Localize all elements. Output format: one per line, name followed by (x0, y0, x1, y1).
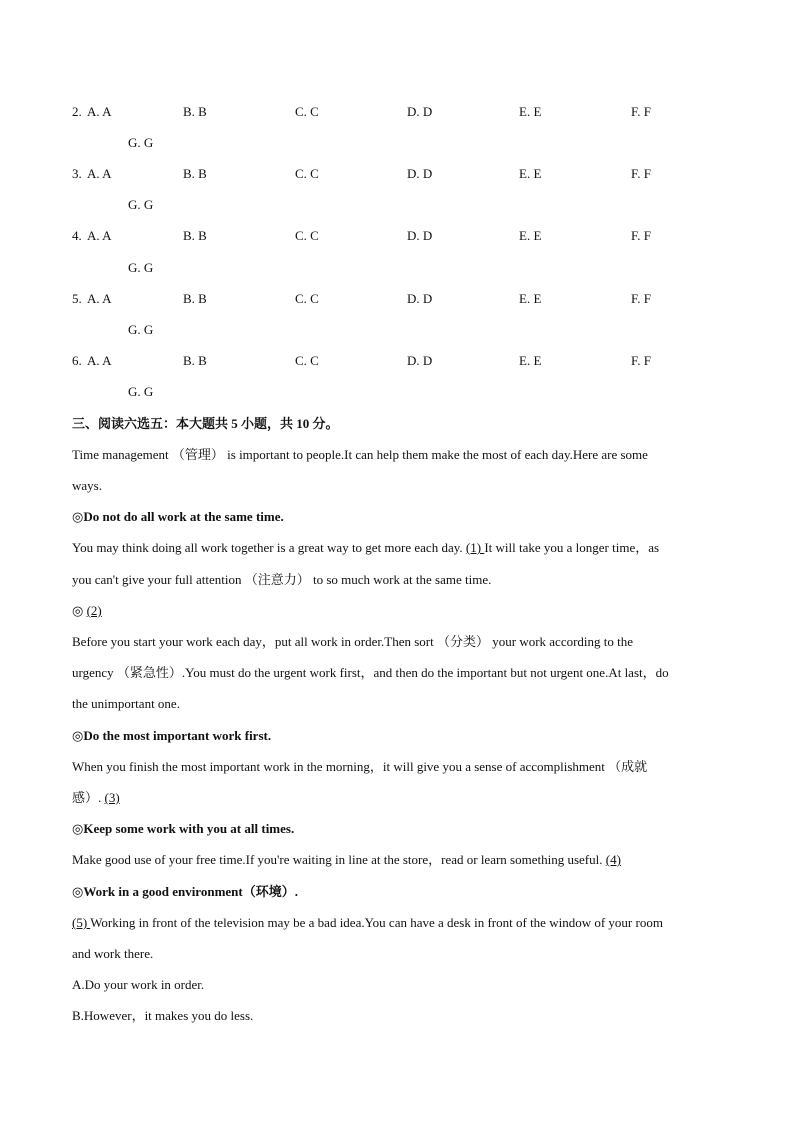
blank-3: (3) (104, 790, 120, 805)
section-title: 三、阅读六选五：本大题共 5 小题，共 10 分。 (72, 416, 339, 431)
question-6-options (72, 351, 752, 371)
option-b: B. B (183, 291, 207, 306)
blank-5: (5) (72, 915, 91, 930)
option-c: C. C (295, 104, 319, 119)
option-d: D. D (407, 104, 433, 119)
question-3-options (72, 164, 752, 184)
paragraph-2-line-2: urgency （紧急性）.You must do the urgent work first，and then do the important but not urgent one.At last，do (72, 665, 669, 680)
option-f: F. F (631, 166, 651, 181)
paragraph-text: 感）. (72, 790, 105, 805)
question-number: 3. (72, 166, 82, 181)
question-2-options-wrap (72, 133, 752, 153)
paragraph-3-line-2 (72, 788, 732, 808)
option-e: E. E (519, 353, 542, 368)
option-g: G. G (128, 260, 154, 275)
option-a: A. A (87, 353, 112, 368)
option-c: C. C (295, 228, 319, 243)
paragraph-1-line-1 (72, 538, 732, 558)
heading-3: ◎Do the most important work first. (72, 728, 272, 743)
question-2-options (72, 102, 752, 122)
question-3-options-wrap (72, 195, 752, 215)
option-g: G. G (128, 197, 154, 212)
paragraph-text: It will take you a longer time，as (484, 540, 660, 555)
option-d: D. D (407, 291, 433, 306)
bullet-mark: ◎ (72, 603, 87, 618)
option-e: E. E (519, 166, 542, 181)
option-a: A. A (87, 228, 112, 243)
option-d: D. D (407, 166, 433, 181)
blank-2: (2) (86, 603, 102, 618)
paragraph-text: Working in front of the television may be a bad idea.You can have a desk in front of the window of your room (90, 915, 663, 930)
answer-option-a: A.Do your work in order. (72, 977, 205, 992)
question-number: 5. (72, 291, 82, 306)
option-f: F. F (631, 353, 651, 368)
question-number: 2. (72, 104, 82, 119)
option-e: E. E (519, 228, 542, 243)
paragraph-3-line-1: When you finish the most important work in the morning，it will give you a sense of accomplishment （成就 (72, 759, 648, 774)
question-6-options-wrap (72, 382, 752, 402)
option-c: C. C (295, 291, 319, 306)
option-d: D. D (407, 228, 433, 243)
option-g: G. G (128, 322, 154, 337)
passage-intro-line-2: ways. (72, 478, 102, 493)
option-a: A. A (87, 291, 112, 306)
question-number: 4. (72, 228, 82, 243)
question-5-options-wrap (72, 320, 752, 340)
blank-1: (1) (465, 540, 485, 555)
question-4-options (72, 226, 752, 246)
option-d: D. D (407, 353, 433, 368)
option-b: B. B (183, 353, 207, 368)
paragraph-5-line-2: and work there. (72, 946, 154, 961)
option-c: C. C (295, 353, 319, 368)
paragraph-1-line-2: you can't give your full attention （注意力） to so much work at the same time. (72, 572, 492, 587)
heading-2 (72, 601, 732, 621)
answer-option-b: B.However，it makes you do less. (72, 1008, 254, 1023)
option-c: C. C (295, 166, 319, 181)
option-f: F. F (631, 104, 651, 119)
option-e: E. E (519, 104, 542, 119)
heading-4: ◎Keep some work with you at all times. (72, 821, 295, 836)
paragraph-text: Make good use of your free time.If you're waiting in line at the store，read or learn something useful. (72, 852, 606, 867)
option-g: G. G (128, 135, 154, 150)
paragraph-text: You may think doing all work together is a great way to get more each day. (72, 540, 466, 555)
question-number: 6. (72, 353, 82, 368)
option-a: A. A (87, 104, 112, 119)
question-5-options (72, 289, 752, 309)
option-b: B. B (183, 166, 207, 181)
option-g: G. G (128, 384, 154, 399)
option-f: F. F (631, 291, 651, 306)
passage-intro-line-1: Time management （管理） is important to people.It can help them make the most of each day.Here are some (72, 447, 648, 462)
option-e: E. E (519, 291, 542, 306)
question-4-options-wrap (72, 258, 752, 278)
option-f: F. F (631, 228, 651, 243)
option-b: B. B (183, 228, 207, 243)
paragraph-5-line-1 (72, 913, 732, 933)
option-b: B. B (183, 104, 207, 119)
paragraph-2-line-1: Before you start your work each day，put all work in order.Then sort （分类） your work according to the (72, 634, 634, 649)
paragraph-2-line-3: the unimportant one. (72, 696, 180, 711)
paragraph-4-line-1 (72, 850, 732, 870)
option-a: A. A (87, 166, 112, 181)
heading-1: ◎Do not do all work at the same time. (72, 509, 284, 524)
blank-4: (4) (605, 852, 621, 867)
heading-5: ◎Work in a good environment（环境）. (72, 884, 298, 899)
